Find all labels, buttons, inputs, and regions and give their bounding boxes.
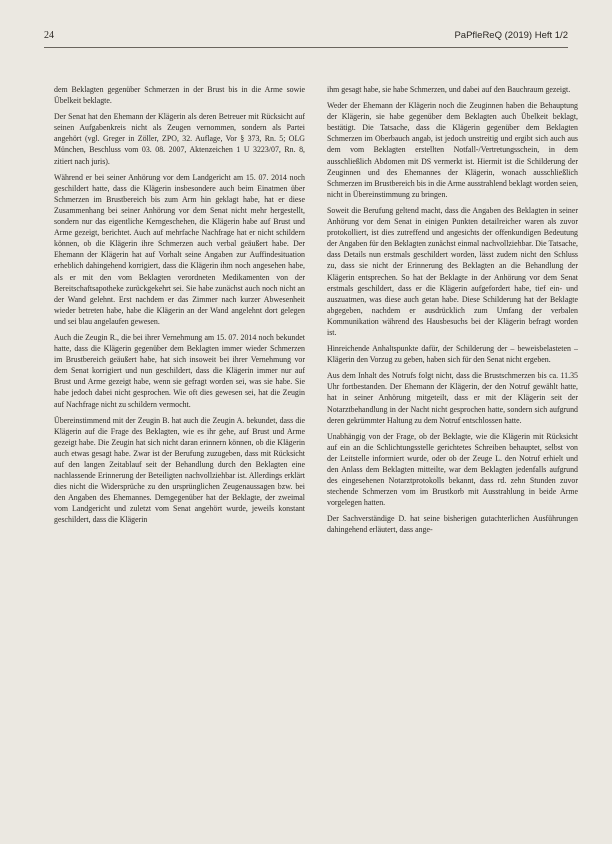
right-column xyxy=(327,84,578,541)
left-column xyxy=(54,84,305,531)
paragraph: Der Senat hat den Ehemann der Klägerin als deren Betreuer mit Rücksicht auf seinen Aufgabenkreis nicht als Zeugen vernommen, sondern als Partei angehört (vgl. Greger in Zöller, ZPO, 32. Auflage, Vor § 373, Rn. 5; OLG München, Beschluss vom 03. 08. 2007, Aktenzeichen 1 U 3223/07, Rn. 8, zitiert nach juris). xyxy=(54,112,305,166)
paragraph: Weder der Ehemann der Klägerin noch die Zeuginnen haben die Behauptung der Klägerin, sie habe gegenüber dem Beklagten auch Übelkeit beklagt, bestätigt. Die Tatsache, dass die Klägerin gegenüber dem Beklagten Schmerzen im Oberbauch angab, ist jedoch unstreitig und ergibt sich auch aus dem vom Beklagten erstellten Notfall-/Vertretungsschein, in dem ausschließlich Abdomen mit DS vermerkt ist. Hiermit ist die Schilderung der Zeuginnen und des Ehemannes der Klägerin, wonach ausschließlich Schmerzen im Brustbereich bis in die Arme ausstrahlend beklagt worden seien, nicht in Übereinstimmung zu bringen. xyxy=(327,101,578,199)
paragraph: Auch die Zeugin R., die bei ihrer Vernehmung am 15. 07. 2014 noch bekundet hatte, dass die Klägerin gegenüber dem Beklagten immer wieder Schmerzen im Brustbereich geäußert habe, hat sich insoweit bei ihrer Vernehmung vor dem Senat korrigiert und nun geschildert, dass die Klägerin immer nur auf Brust und Arme gezeigt habe, wenn sie gefragt worden sei, was sie habe. Sie habe jedoch dabei nicht gesprochen. Wie oft dies gewesen sei, hat die Zeugin auf Nachfrage nicht zu schildern vermocht. xyxy=(54,332,305,409)
paragraph: Aus dem Inhalt des Notrufs folgt nicht, dass die Brustschmerzen bis ca. 11.35 Uhr fortbestanden. Der Ehemann der Klägerin, der den Notruf gewählt hatte, hat in seiner Anhörung mitgeteilt, dass er mit der Klägerin seit der Notarztbehandlung in der Nacht nicht gesprochen hatte, sondern sich aufgrund deren gekrümmter Haltung zu dem Notruf entschlossen hatte. xyxy=(327,371,578,425)
paragraph: Übereinstimmend mit der Zeugin B. hat auch die Zeugin A. bekundet, dass die Klägerin auf die Frage des Beklagten, wie es ihr gehe, auf Brust und Arme gezeigt habe. Die Zeugin hat sich nicht daran erinnern können, ob die Klägerin auch etwas gesagt habe. Zwar ist der Berufung zuzugeben, dass mit Rücksicht auf den langen Zeitablauf seit der Behandlung durch den Beklagten eine nachlassende Erinnerung der Beteiligten nachvollziehbar ist. Allerdings erklärt dies nicht die Widersprüche zu den ursprünglichen Zeugenaussagen bzw. bei den Angaben des Ehemannes. Demgegenüber hat der Beklagte, der zweimal vom Landgericht und zuletzt vom Senat angehört wurde, jeweils konstant geschildert, dass die Klägerin xyxy=(54,415,305,525)
paragraph: Während er bei seiner Anhörung vor dem Landgericht am 15. 07. 2014 noch geschildert hatte, dass die Klägerin insbesondere auch beim Einatmen über Schmerzen im Brustbereich bis zum Arm hin geklagt habe, hat er diese Zusammenhang bei seiner Anhörung vor dem Senat nicht mehr hergestellt, sondern nur das eigentliche Kerngeschehen, die Klägerin habe auf Brust und Arme gezeigt, berichtet. Auch auf mehrfache Nachfrage hat er nicht schildern können, ob die Klägerin ihre Schmerzen auch verbal geäußert habe. Der Ehemann der Klägerin hat auf Vorhalt seine Angaben zur Auffindesituation erheblich dahingehend korrigiert, dass die Klägerin ihm noch angesehen habe, als er mit den vom Beklagten verordneten Medikamenten von der Bereitschaftsapotheke zurückgekehrt sei. Sie habe zunächst auch noch nicht an der Wand gelehnt. Erst nachdem er das Zimmer nach kurzer Abwesenheit wieder betreten habe, habe die Klägerin an der Wand angelehnt dort gelegen und sei blau angelaufen gewesen. xyxy=(54,172,305,326)
paragraph: Soweit die Berufung geltend macht, dass die Angaben des Beklagten in seiner Anhörung vor dem Senat in einigen Punkten detailreicher waren als zuvor protokolliert, ist dies zutreffend und angesichts der offenkundigen Bedeutung der Angaben für den Beklagten zunächst einmal nachvollziehbar. Die Tatsache, dass Details nun erstmals geschildert worden, lässt zudem nicht den Schluss zu, dass sie nicht der Erinnerung des Beklagten an die Behandlung der Klägerin entsprechen. So hat der Beklagte in der Anhörung vor dem Senat erstmals geschildert, dass er die Klägerin aufgefordert habe, tief ein- und auszuatmen, was diese auch getan habe. Diese Schilderung hat der Beklagte abgegeben, nachdem er ausdrücklich zum Umfang der verbalen Kommunikation während des Hausbesuchs bei der Klägerin befragt worden ist. xyxy=(327,205,578,337)
page-header xyxy=(44,30,568,44)
journal-reference: PaPfleReQ (2019) Heft 1/2 xyxy=(454,30,568,41)
paragraph: Hinreichende Anhaltspunkte dafür, der Schilderung der – beweisbelasteten – Klägerin den Vorzug zu geben, haben sich für den Senat nicht ergeben. xyxy=(327,344,578,365)
paragraph: ihm gesagt habe, sie habe Schmerzen, und dabei auf den Bauchraum gezeigt. xyxy=(327,85,571,94)
paragraph: Unabhängig von der Frage, ob der Beklagte, wie die Klägerin mit Rücksicht auf ein an die Schlichtungsstelle gerichtetes Schreiben behauptet, selbst von der Leitstelle informiert wurde, oder ob der Zeuge L. den Notruf erhielt und den Anlass dem Beklagten mitteilte, war dem Beklagten jedenfalls aufgrund des eingesehenen Notarztprotokolls bekannt, dass rd. zehn Stunden zuvor stechende Schmerzen vom im Brustkorb mit Ausstrahlung in beide Arme vorgelegen hatten. xyxy=(327,431,578,508)
paragraph: Der Sachverständige D. hat seine bisherigen gutachterlichen Ausführungen dahingehend erläutert, dass ange- xyxy=(327,514,578,535)
page-number: 24 xyxy=(44,30,54,41)
paragraph: dem Beklagten gegenüber Schmerzen in der Brust bis in die Arme sowie Übelkeit beklagte. xyxy=(54,85,305,106)
header-rule xyxy=(44,47,568,48)
